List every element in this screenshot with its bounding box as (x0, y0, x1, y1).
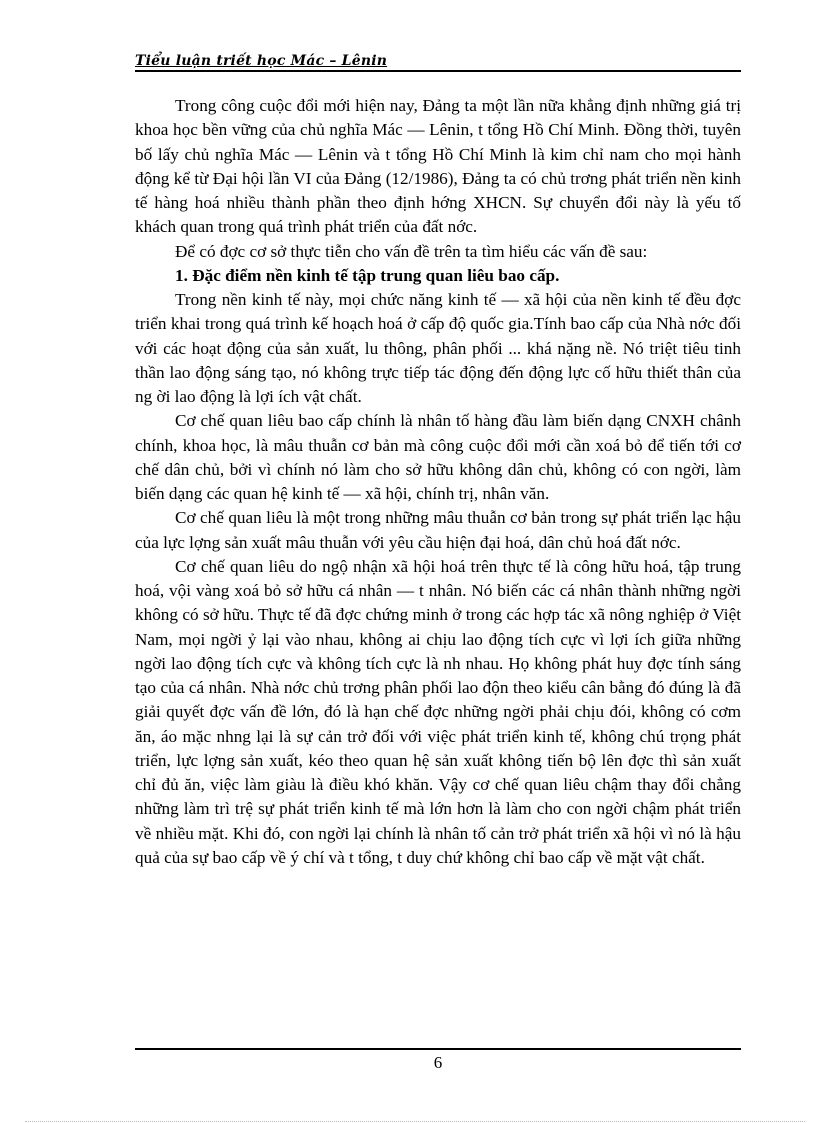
body-text (135, 94, 741, 870)
header-rule (135, 70, 741, 72)
section-heading: 1. Đặc điểm nền kinh tế tập trung quan liêu bao cấp. (175, 265, 560, 285)
header-title: Tiểu luận triết học Mác – Lênin (135, 53, 388, 69)
paragraph: Trong công cuộc đổi mới hiện nay, Đảng ta một lần nữa khẳng định những giá trị khoa học bền vững của chủ nghĩa Mác — Lênin, t tổng Hồ Chí Minh. Đồng thời, tuyên bố lấy chủ nghĩa Mác — Lênin và t tổng Hồ Chí Minh là kim chỉ nam cho mọi hành động kể từ Đại hội lần VI của Đảng (12/1986), Đảng ta có chủ trơng phát triển nền kinh tế hàng hoá nhiều thành phần theo định hớng XHCN. Sự chuyển đổi này là yếu tố khách quan trong quá trình phát triển của đất nớc. (135, 96, 741, 237)
page-number: 6 (433, 1053, 443, 1072)
paragraph: Cơ chế quan liêu bao cấp chính là nhân tố hàng đầu làm biến dạng CNXH chânh chính, khoa học, là mâu thuẫn cơ bản mà công cuộc đổi mới cần xoá bỏ để tiến tới cơ chế dân chủ, bởi vì chính nó làm cho sở hữu không dân chủ, không có con ngời, làm biến dạng các quan hệ kinh tế — xã hội, chính trị, nhân văn. (135, 411, 741, 503)
page-bottom-dotted-border (25, 1121, 805, 1122)
page-header (135, 53, 741, 69)
paragraph: Cơ chế quan liêu do ngộ nhận xã hội hoá trên thực tế là công hữu hoá, tập trung hoá, vội vàng xoá bỏ sở hữu cá nhân — t nhân. Nó biến các cá nhân thành những ngời không có sở hữu. Thực tế đã đợc chứng minh ở trong các hợp tác xã nông nghiệp ở Việt Nam, mọi ngời ỷ lại vào nhau, không ai chịu lao động tích cực vì lợi ích giữa những ngời lao động tích cực và không tích cực là nh nhau. Họ không phát huy đợc tính sáng tạo của cá nhân. Nhà nớc chủ trơng phân phối lao độn theo kiểu cân bằng đó đúng là đã giải quyết đợc vấn đề lớn, đó là hạn chế đợc những ngời phải chịu đói, không có cơm ăn, áo mặc nhng lại là sự cản trở đối với việc phát triển kinh tế, không chú trọng phát triển, lực lợng sản xuất, kéo theo quan hệ sản xuất không tiến bộ lên đợc thì sản xuất chỉ đủ ăn, việc làm giàu là điều khó khăn. Vậy cơ chế quan liêu chậm thay đổi chẳng những làm trì trệ sự phát triển kinh tế mà lớn hơn là làm cho con ngời chậm phát triển về nhiều mặt. Khi đó, con ngời lại chính là nhân tố cản trở phát triển xã hội vì nó là hậu quả của sự bao cấp về ý chí và t tổng, t duy chứ không chỉ bao cấp về mặt vật chất. (135, 556, 741, 867)
paragraph: Trong nền kinh tế này, mọi chức năng kinh tế — xã hội của nền kinh tế đều đợc triển khai trong quá trình kế hoạch hoá ở cấp độ quốc gia.Tính bao cấp của Nhà nớc đối với các hoạt động của sản xuất, lu thông, phân phối ... khá nặng nề. Nó triệt tiêu tinh thần lao động sáng tạo, nó không trực tiếp tác động đến động lực cố hữu thiết thân của ng ời lao động là lợi ích vật chất. (135, 290, 741, 406)
paragraph: Để có đợc cơ sở thực tiễn cho vấn đề trên ta tìm hiểu các vấn đề sau: (175, 241, 648, 261)
paragraph: Cơ chế quan liêu là một trong những mâu thuẫn cơ bản trong sự phát triển lạc hậu của lực lợng sản xuất mâu thuẫn với yêu cầu hiện đại hoá, dân chủ hoá đất nớc. (135, 508, 741, 552)
footer-rule (135, 1048, 741, 1050)
